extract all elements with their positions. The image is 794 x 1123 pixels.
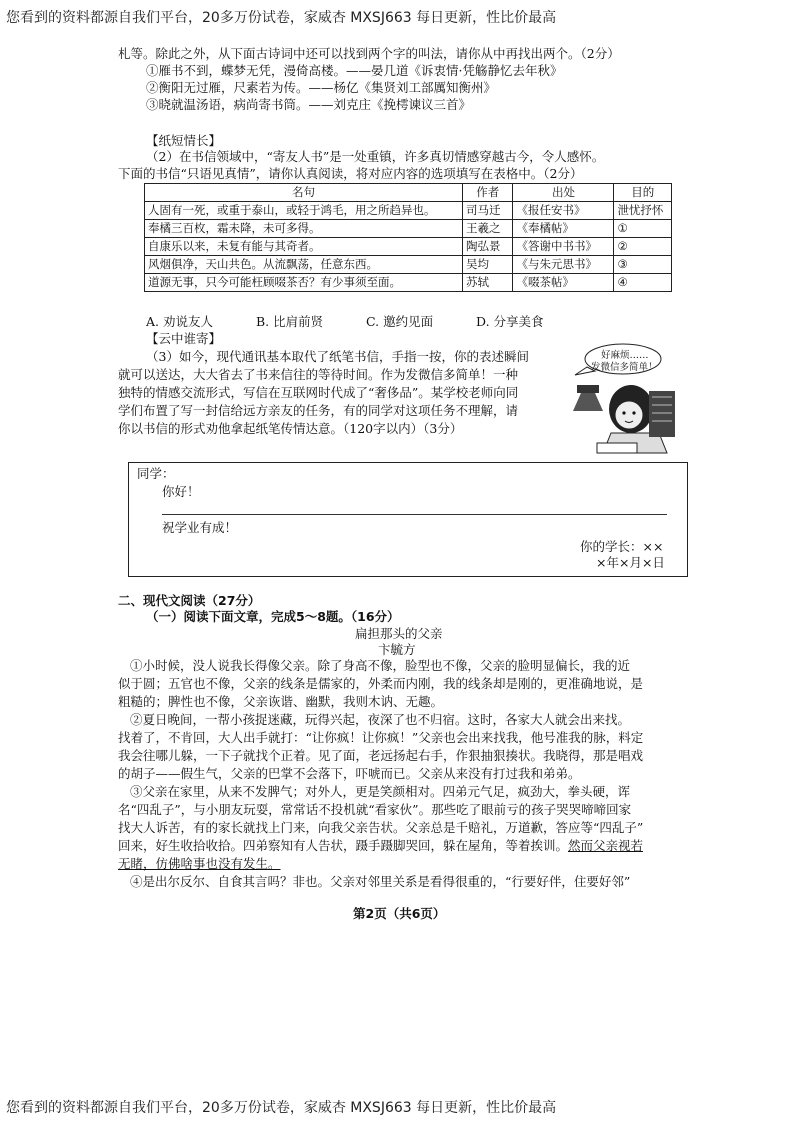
cell-quote: 自康乐以来，未复有能与其奇者。 bbox=[145, 238, 463, 256]
part-1-heading: （一）阅读下面文章，完成5～8题。（16分） bbox=[146, 609, 400, 624]
para-2-line-4: 的胡子——假生气，父亲的巴掌不会落下，吓唬而已。父亲从来没有打过我和弟弟。 bbox=[118, 766, 581, 781]
top-banner: 您看到的资料都源自我们平台，20多万份试卷，家威杏 MXSJ663 每日更新，性比价最高 bbox=[6, 10, 557, 26]
q3-line-1: （3）如今，现代通讯基本取代了纸笔书信，手指一按，你的表述瞬间 bbox=[146, 349, 529, 364]
q3-line-5: 你以书信的形式劝他拿起纸笔传情达意。（120字以内）（3分） bbox=[118, 421, 463, 436]
cell-source: 《答谢中书书》 bbox=[513, 238, 614, 256]
q3-line-4: 学们布置了写一封信给远方亲友的任务，有的同学对这项任务不理解，请 bbox=[118, 403, 519, 418]
q3-line-3: 独特的情感交流形式，写信在互联网时代成了“奢侈品”。某学校老师向同 bbox=[118, 385, 519, 400]
letter-greeting: 你好！ bbox=[162, 484, 200, 499]
cell-source: 《奉橘帖》 bbox=[513, 220, 614, 238]
letter-signature: 你的学长：×× bbox=[580, 539, 664, 554]
table-row bbox=[145, 274, 672, 292]
cell-author: 陶弘景 bbox=[463, 238, 513, 256]
table-row bbox=[145, 256, 672, 274]
para-3-line-3: 找大人诉苦，有的家长就找上门来，向我父亲告状。父亲总是千赔礼，万道歉，答应等“四乱子” bbox=[118, 820, 644, 835]
para-1-line-3: 粗糙的；脾性也不像，父亲诙谐、幽默，我则木讷、无趣。 bbox=[118, 694, 444, 709]
para-3-line-1: ③父亲在家里，从来不发脾气；对外人，更是笑颜相对。四弟元气足，疯劲大，拳头硬，诨 bbox=[130, 784, 631, 799]
section-heading-paper: 【纸短情长】 bbox=[146, 133, 222, 148]
section-heading-cloud: 【云中谁寄】 bbox=[146, 331, 222, 346]
option-c: C. 邀约见面 bbox=[366, 314, 434, 329]
cell-purpose: ② bbox=[614, 238, 672, 256]
speech-bubble-line-2: 发微信多简单！ bbox=[591, 362, 658, 373]
letter-closing: 祝学业有成！ bbox=[162, 520, 238, 535]
underlined-sentence-part-1: 然而父亲视若 bbox=[568, 838, 644, 853]
table-header-row bbox=[145, 184, 672, 202]
poem-line-1: ①雁书不到，蝶梦无凭，漫倚高楼。——晏几道《诉衷情·凭觞静忆去年秋》 bbox=[146, 63, 563, 78]
writing-line bbox=[162, 514, 667, 515]
cell-author: 王羲之 bbox=[463, 220, 513, 238]
para-2-line-2: 找着了，不肯回，大人出手就打：“让你疯！让你疯！”父亲也会出来找我，他号准我的脉，料定 bbox=[118, 730, 644, 745]
bottom-banner: 您看到的资料都源自我们平台，20多万份试卷，家威杏 MXSJ663 每日更新，性比价最高 bbox=[6, 1100, 557, 1116]
letter-date: ×年×月×日 bbox=[596, 555, 665, 570]
letter-salutation: 同学： bbox=[137, 466, 175, 481]
table-row bbox=[145, 238, 672, 256]
speech-bubble-line-1: 好麻烦…… bbox=[601, 350, 649, 361]
section-2-heading: 二、现代文阅读（27分） bbox=[118, 593, 261, 608]
header-author: 作者 bbox=[463, 184, 513, 202]
cell-quote: 人固有一死，或重于泰山，或轻于鸿毛，用之所趋异也。 bbox=[145, 202, 463, 220]
cell-purpose: ① bbox=[614, 220, 672, 238]
table-row bbox=[145, 220, 672, 238]
cartoon-illustration bbox=[567, 341, 679, 459]
cell-author: 吴均 bbox=[463, 256, 513, 274]
para-3-line-2: 名“四乱子”，与小朋友玩耍，常常话不投机就“看家伙”。那些吃了眼前亏的孩子哭哭啼啼回家 bbox=[118, 802, 632, 817]
cell-source: 《报任安书》 bbox=[513, 202, 614, 220]
table-row bbox=[145, 202, 672, 220]
cell-source: 《与朱元思书》 bbox=[513, 256, 614, 274]
header-quote: 名句 bbox=[145, 184, 463, 202]
option-b: B. 比肩前贤 bbox=[256, 314, 324, 329]
cell-quote: 道源无事，只今可能枉顾啜茶否？有少事须至面。 bbox=[145, 274, 463, 292]
para-2-line-3: 我会往哪儿躲，一下子就找个正着。见了面，老远扬起右手，作狠抽狠揍状。我晓得，那是唱戏 bbox=[118, 748, 644, 763]
question-intro: 札等。除此之外，从下面古诗词中还可以找到两个字的叫法，请你从中再找出两个。（2分） bbox=[118, 46, 620, 61]
cell-author: 司马迁 bbox=[463, 202, 513, 220]
option-a: A. 劝说友人 bbox=[146, 314, 213, 329]
page-number: 第2页（共6页） bbox=[353, 906, 446, 921]
para-1-line-2: 似于圆；五官也不像，父亲的线条是儒家的，外柔而内刚，我的线条却是刚的，更准确地说，是 bbox=[118, 676, 644, 691]
poem-line-3: ③晓就温汤语，病尚寄书筒。——刘克庄《挽樗谏议三首》 bbox=[146, 97, 472, 112]
para-3-line-4 bbox=[118, 838, 643, 854]
article-author: 卞毓方 bbox=[378, 642, 416, 657]
cell-purpose: ④ bbox=[614, 274, 672, 292]
underlined-sentence-part-2: 无睹，仿佛啥事也没有发生。 bbox=[118, 856, 281, 871]
poem-line-2: ②衡阳无过雁，尺素若为传。——杨亿《集贤刘工部厲知衡州》 bbox=[146, 80, 497, 95]
para-3-line-4-text: 回来，好生收拾收拾。四弟察知有人告状，蹑手蹑脚哭回，躲在屋角，等着挨训。 bbox=[118, 838, 569, 853]
q2-line-1: （2）在书信领域中，“寄友人书”是一处重镇，许多真切情感穿越古今，令人感怀。 bbox=[146, 149, 605, 164]
cell-quote: 风烟俱净，天山共色。从流飘荡，任意东西。 bbox=[145, 256, 463, 274]
cell-author: 苏轼 bbox=[463, 274, 513, 292]
q3-line-2: 就可以送达，大大省去了书来信往的等待时间。作为发微信多简单！一种 bbox=[118, 367, 519, 382]
option-d: D. 分享美食 bbox=[476, 314, 544, 329]
para-2-line-1: ②夏日晚间，一帮小孩捉迷藏，玩得兴起，夜深了也不归宿。这时，各家大人就会出来找。 bbox=[130, 712, 631, 727]
para-1-line-1: ①小时候，没人说我长得像父亲。除了身高不像，脸型也不像，父亲的脸明显偏长，我的近 bbox=[130, 658, 631, 673]
article-title: 扁担那头的父亲 bbox=[355, 626, 443, 641]
q2-line-2: 下面的书信“只语见真情”，请你认真阅读，将对应内容的选项填写在表格中。（2分） bbox=[118, 166, 583, 181]
cell-quote: 奉橘三百枚，霜未降，未可多得。 bbox=[145, 220, 463, 238]
cell-source: 《啜茶帖》 bbox=[513, 274, 614, 292]
para-4-line-1: ④是出尔反尔、自食其言吗？非也。父亲对邻里关系是看得很重的，“行要好伴，住要好邻” bbox=[130, 874, 631, 889]
cell-purpose: 泄忧抒怀 bbox=[614, 202, 672, 220]
letter-quote-table bbox=[144, 183, 672, 292]
cell-purpose: ③ bbox=[614, 256, 672, 274]
header-purpose: 目的 bbox=[614, 184, 672, 202]
header-source: 出处 bbox=[513, 184, 614, 202]
